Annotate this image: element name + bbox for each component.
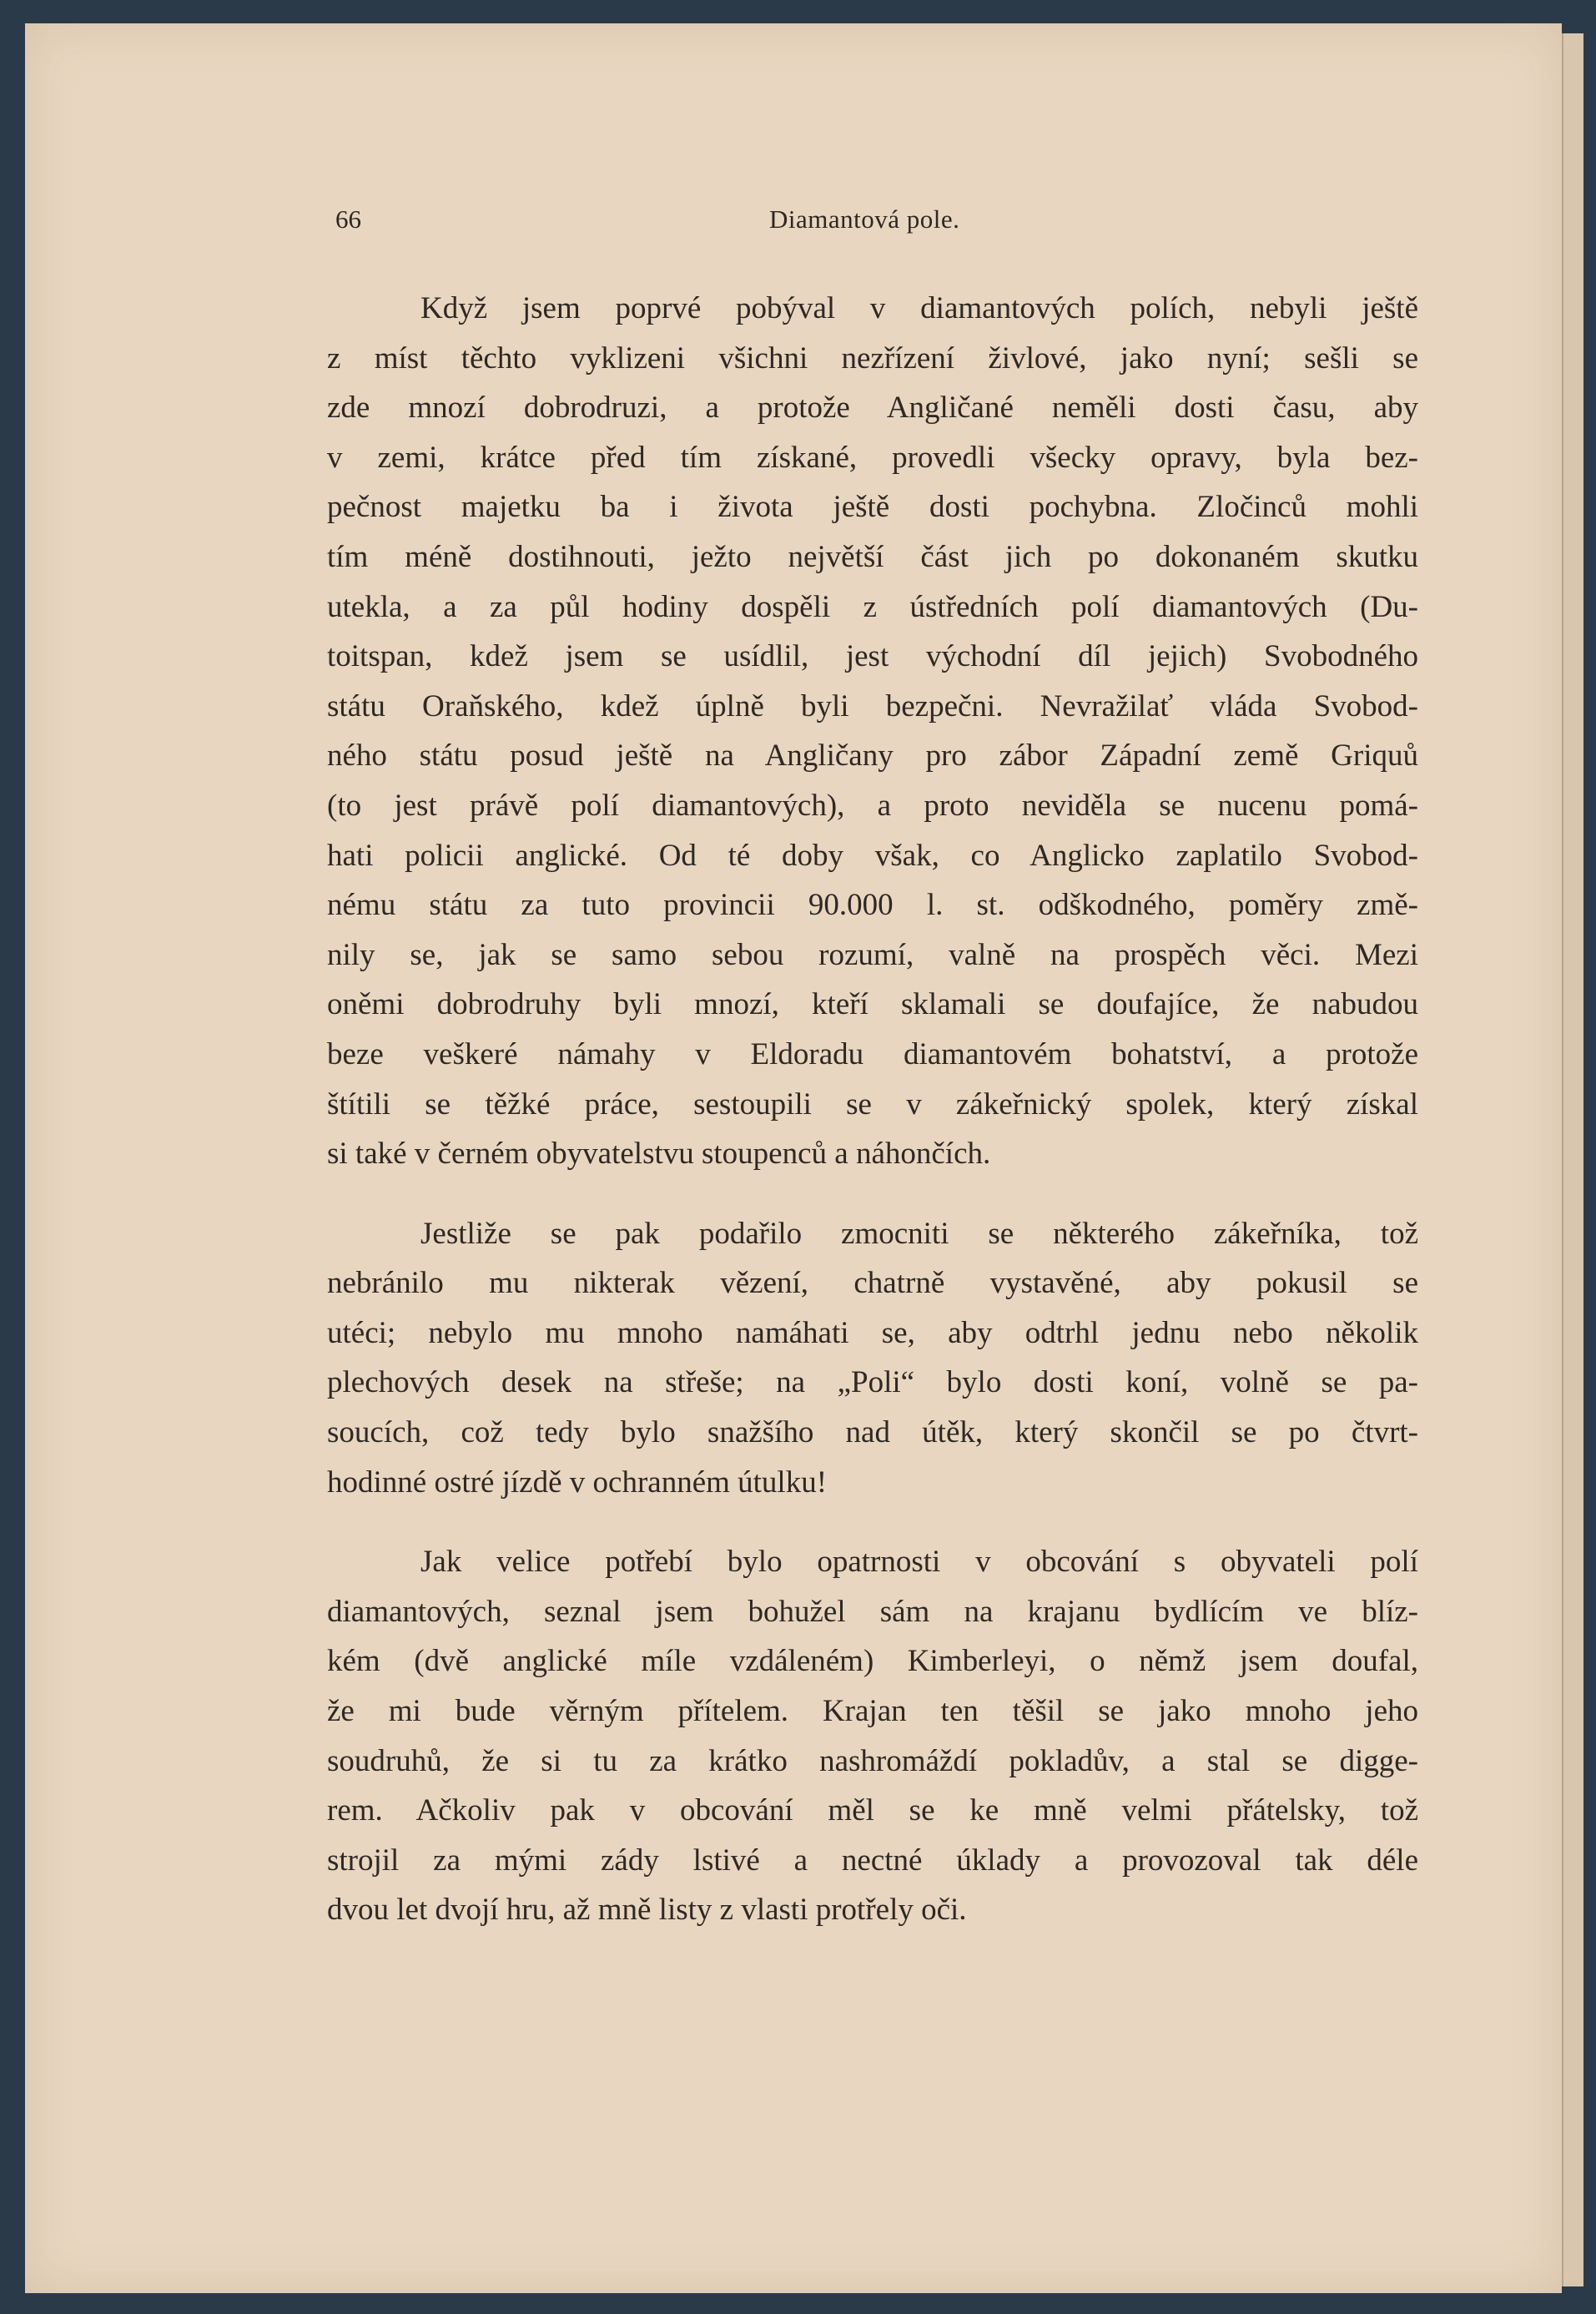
paragraph: [327, 1209, 1418, 1508]
text-line: diamantových, seznal jsem bohužel sám na krajanu bydlícím ve blíz-: [327, 1594, 1418, 1629]
text-line: zde mnozí dobrodruzi, a protože Angličané neměli dosti času, aby: [327, 391, 1418, 426]
running-title: Diamantová pole.: [769, 204, 960, 234]
text-line: Jak velice potřebí bylo opatrnosti v obcování s obyvateli polí: [420, 1545, 1418, 1580]
text-line: soucích, což tedy bylo snažšího nad útěk, který skončil se po čtvrt-: [327, 1415, 1418, 1450]
paragraph: [327, 1537, 1418, 1935]
body-text: [327, 284, 1418, 1935]
text-line: hati policii anglické. Od té doby však, co Anglicko zaplatilo Svobod-: [327, 838, 1418, 873]
text-line: rem. Ačkoliv pak v obcování měl se ke mně velmi přátelsky, tož: [327, 1793, 1418, 1828]
paragraph-gap: [327, 1179, 1418, 1209]
text-line: nému státu za tuto provincii 90.000 l. st. odškodného, poměry změ-: [327, 888, 1418, 923]
text-line: že mi bude věrným přítelem. Krajan ten těšil se jako mnoho jeho: [327, 1694, 1418, 1729]
text-line: utekla, a za půl hodiny dospěli z ústředních polí diamantových (Du-: [327, 589, 1418, 624]
text-line: Když jsem poprvé pobýval v diamantových polích, nebyli ještě: [420, 291, 1418, 325]
text-line: dvou let dvojí hru, až mně listy z vlasti protřely oči.: [327, 1893, 967, 1928]
text-line: tím méně dostihnouti, ježto největší část jich po dokonaném skutku: [327, 539, 1418, 574]
text-line: soudruhů, že si tu za krátko nashromáždí pokladův, a stal se digge-: [327, 1743, 1418, 1778]
text-line: nebránilo mu nikterak vězení, chatrně vystavěné, aby pokusil se: [327, 1266, 1418, 1301]
page-number: 66: [335, 204, 361, 234]
text-line: štítili se těžké práce, sestoupili se v zákeřnický spolek, který získal: [327, 1086, 1418, 1122]
paragraph-gap: [327, 1507, 1418, 1537]
text-line: oněmi dobrodruhy byli mnozí, kteří sklamali se doufajíce, že nabudou: [327, 987, 1418, 1022]
text-line: utéci; nebylo mu mnoho namáhati se, aby odtrhl jednu nebo několik: [327, 1315, 1418, 1350]
text-line: hodinné ostré jízdě v ochranném útulku!: [327, 1465, 828, 1500]
text-line: státu Oraňského, kdež úplně byli bezpečni. Nevražilať vláda Svobod-: [327, 688, 1418, 723]
text-line: Jestliže se pak podařilo zmocniti se některého zákeřníka, tož: [420, 1216, 1418, 1251]
text-line: plechových desek na střeše; na „Poli“ bylo dosti koní, volně se pa-: [327, 1365, 1418, 1400]
text-line: z míst těchto vyklizeni všichni nezřízení živlové, jako nyní; sešli se: [327, 340, 1418, 376]
text-line: si také v černém obyvatelstvu stoupenců a náhončích.: [327, 1137, 991, 1172]
text-line: ného státu posud ještě na Angličany pro zábor Západní země Griquů: [327, 739, 1418, 774]
text-line: nily se, jak se samo sebou rozumí, valně na prospěch věci. Mezi: [327, 937, 1418, 972]
paragraph: [327, 284, 1418, 1179]
text-line: v zemi, krátce před tím získané, provedli všecky opravy, byla bez-: [327, 440, 1418, 475]
page-edge: [1562, 33, 1583, 2286]
text-line: pečnost majetku ba i života ještě dosti pochybna. Zločinců mohli: [327, 490, 1418, 525]
text-line: strojil za mými zády lstivé a nectné úklady a provozoval tak déle: [327, 1843, 1418, 1878]
text-line: (to jest právě polí diamantových), a proto neviděla se nucenu pomá-: [327, 788, 1418, 823]
text-line: toitspan, kdež jsem se usídlil, jest východní díl jejich) Svobodného: [327, 639, 1418, 674]
text-line: beze veškeré námahy v Eldoradu diamantovém bohatství, a protože: [327, 1036, 1418, 1071]
text-line: kém (dvě anglické míle vzdáleném) Kimberleyi, o němž jsem doufal,: [327, 1644, 1418, 1679]
page-header: [310, 204, 1445, 238]
